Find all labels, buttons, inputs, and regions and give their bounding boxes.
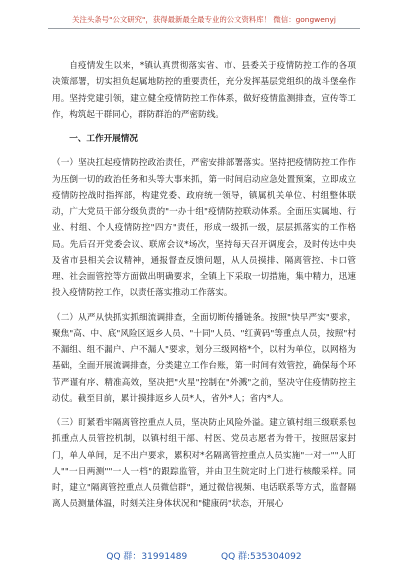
paragraph-spacer bbox=[52, 302, 356, 310]
header-divider bbox=[48, 28, 360, 29]
paragraph-spacer bbox=[52, 407, 356, 415]
footer-qq-group-1: QQ 群：31991489 bbox=[106, 552, 188, 562]
paragraph-spacer bbox=[52, 123, 356, 131]
page-header-banner: 关注头条号"公文研究"，获得最新最全最专业的公文资料库！ 微信：gongwenyj bbox=[72, 15, 336, 24]
subsection-1-paragraph: （一）坚决扛起疫情防控政治责任，严密安排部署落实。坚持把疫情防控工作作为压倒一切的政治任务和头等大事来抓，第一时间启动应急处置预案，立即成立疫情防控战时指挥部，构建党委、政府统一领导，镇属机关单位、村组整体联动，广大党员干部分级负责的"一办十组"疫情防控联动体系。全面压实属地、行业、村组、个人疫情防控"四方"责任，形成一级抓一级，层层抓落实的工作格局。先后召开党委会议、联席会议*场次，坚持每天召开调度会，及时传达中央及省市县相关会议精神，通报督查反馈问题，从人员摸排、隔离管控、卡口管理、社会面管控等方面做出明确要求，全镇上下采取一切措施，集中精力，迅速投入疫情防控工作，以责任落实推动工作落实。 bbox=[52, 158, 356, 299]
subsection-3-paragraph: （三）盯紧看牢隔离管控重点人员，坚决防止风险外溢。建立镇村组三级联系包抓重点人员管控机制，以镇村组干部、村医、党员志愿者为骨干，按照居家封门，单人单间，足不出户要求，累积对*名隔离管控重点人员实施"一对一""人盯人""一日两测""一人一档"的跟踪监管，并由卫生院定时上门进行核酸采样。同时，建立"隔离管控重点人员微信群"，通过微信视频、电话联系等方式，监督隔离人员测量体温，时刻关注身体状况和"健康码"状态，开展心 bbox=[52, 418, 356, 510]
page-footer bbox=[0, 549, 408, 562]
footer-qq-group-2: QQ 群:535304092 bbox=[220, 552, 302, 562]
section-heading: 一、工作开展情况 bbox=[69, 134, 138, 144]
document-body bbox=[52, 58, 356, 513]
intro-paragraph: 自疫情发生以来，*镇认真贯彻落实省、市、县委关于疫情防控工作的各项决策部署，切实担负起属地防控的重要责任，充分发挥基层党组织的战斗堡垒作用。坚持党建引领，建立健全疫情防控工作体系，做好疫情监测排查，宣传等工作，构筑起干群同心，群防群治的严密防线。 bbox=[52, 61, 356, 120]
paragraph-spacer bbox=[52, 147, 356, 155]
subsection-2-paragraph: （二）从严从快抓实抓细流调排查，全面切断传播链条。按照"快早严实"要求，聚焦"高、中、底"风险区返乡人员、"十同"人员、"红黄码"等重点人员，按照"村不漏组、组不漏户、户不漏人"要求，划分三级网格*个，以村为单位，以网格为基础，全面开展流调排查，分类建立工作台账，第一时间有效管控，确保每个环节严谨有序、精准高效，坚决把"火星"控制在"外溅"之前，坚决守住疫情防控主动仗。截至目前，累计摸排返乡人员*人，省外*人；省内*人。 bbox=[52, 312, 356, 404]
